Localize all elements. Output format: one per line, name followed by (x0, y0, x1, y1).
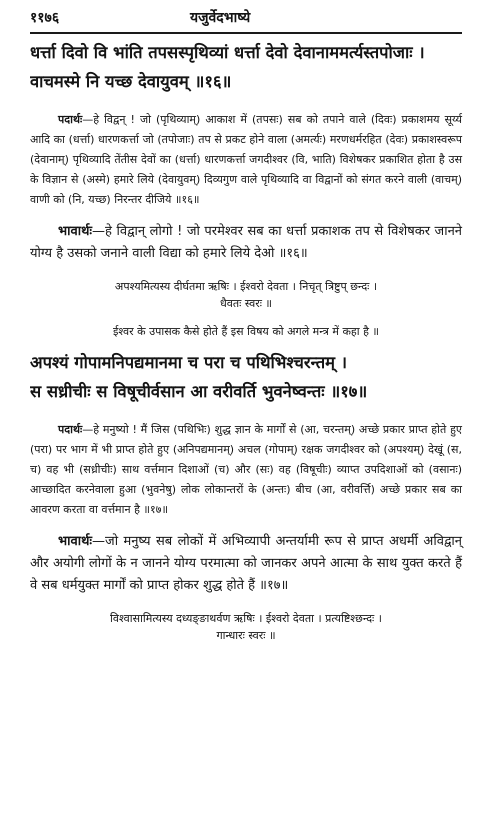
header-rule (30, 32, 462, 34)
mantra-16 (30, 38, 462, 96)
mantra-17-line-2: स सध्रीचीः स विषूचीर्वसान आ वरीवर्ति भुवनेष्वन्तः ॥१७॥ (30, 382, 368, 401)
bhavartha-16 (30, 221, 462, 265)
padartha-17-text: —हे मनुष्यो ! मैं जिस (पथिभिः) शुद्ध ज्ञान के मार्गों से (आ, चरन्तम्) अच्छे प्रकार प्राप्त होते हुए (परा) पर भाग में भी प्राप्त होते हुए (अनिपद्यमानम्) अचल (गोपाम्) रक्षक जगदीश्वर को (अपश्यम्) देखूं (स, च) वह भी (सध्रीचीः) साथ वर्त्तमान दिशाओं (च) और (सः) वह (विषूचीः) व्याप्त उपदिशाओं को (वसानः) आच्छादित करनेवाला हुआ (भुवनेषु) लोक लोकान्तरों के (अन्तः) बीच (आ, वरीवर्त्ति) अच्छे प्रकार सब का आवरण करता वा वर्त्तमान है ॥१७॥ (30, 423, 462, 516)
running-title: यजुर्वेदभाष्ये (190, 10, 251, 26)
mantra-17-svara-line: धैवतः स्वरः ॥ (219, 297, 273, 310)
mantra-16-line-1: धर्त्ता दिवो वि भांति तपसस्पृथिव्यां धर्त्ता देवो देवानाममर्त्यस्तपोजाः । (30, 43, 425, 62)
padartha-16 (30, 110, 462, 210)
bhavartha-17-text: —जो मनुष्य सब लोकों में अभिव्यापी अन्तर्यामी रूप से प्राप्त अधर्मी अविद्वान् और अयोगी लोगों के न जानने योग्य परमात्मा को जानकर अपने आत्मा के साथ युक्त करते हैं वे सब धर्मयुक्त मार्गों को प्राप्त होकर शुद्ध होते हैं ॥१७॥ (30, 534, 462, 593)
padartha-16-label: पदार्थः (58, 113, 83, 126)
mantra-17 (30, 348, 462, 406)
page-header (30, 0, 462, 28)
bhavartha-16-label: भावार्थः (58, 224, 93, 239)
bhavartha-17-label: भावार्थः (58, 534, 93, 549)
page-number: ११७६ (30, 10, 60, 26)
mantra-17-rishi-line: अपश्यमित्यस्य दीर्घतमा ऋषिः । ईश्वरो देवता । निचृत् त्रिष्टुप् छन्दः । (114, 280, 378, 293)
mantra-16-line-2: वाचमस्मे नि यच्छ देवायुवम् ॥१६॥ (30, 72, 232, 91)
bhavartha-16-text: —हे विद्वान् लोगो ! जो परमेश्वर सब का धर्त्ता प्रकाशक तप से विशेषकर जानने योग्य है उसको जनाने वाली विद्या को हमारे लिये देओ ॥१६॥ (30, 224, 462, 261)
mantra-18-svara-line: गान्धारः स्वरः ॥ (216, 629, 276, 642)
mantra-17-intro: ईश्वर के उपासक कैसे होते हैं इस विषय को अगले मन्त्र में कहा है ॥ (112, 325, 380, 338)
padartha-16-text: —हे विद्वन् ! जो (पृथिव्याम्) आकाश में (तपसः) सब को तपाने वाले (दिवः) प्रकाशमय सूर्य्य आदि का (धर्त्ता) धारणकर्त्ता जो (तपोजाः) तप से प्रकट होने वाला (अमर्त्यः) मरणधर्मरहित (देवः) प्रकाशस्वरूप (देवानाम्) पृथिव्यादि तेंतीस देवों का (धर्त्ता) धारणकर्त्ता जगदीश्वर (वि, भाति) विशेषकर प्रकाशित होता है उस के विज्ञान से (अस्मे) हमारे लिये (देवायुवम्) दिव्यगुण वाले पृथिव्यादि वा विद्वानों को संगत करने वाली (वाचम्) वाणी को (नि, यच्छ) निरन्तर दीजिये ॥१६॥ (30, 113, 462, 206)
bhavartha-17 (30, 531, 462, 597)
mantra-17-line-1: अपश्यं गोपामनिपद्यमानमा च परा च पथिभिश्चरन्तम् । (30, 353, 347, 372)
mantra-18-rishi-line: विश्वासामित्यस्य दध्यङ्ङाथर्वण ऋषिः । ईश्वरो देवता । प्रत्यष्टिश्छन्दः । (110, 612, 382, 625)
padartha-17-label: पदार्थः (58, 423, 83, 436)
padartha-17 (30, 420, 462, 520)
